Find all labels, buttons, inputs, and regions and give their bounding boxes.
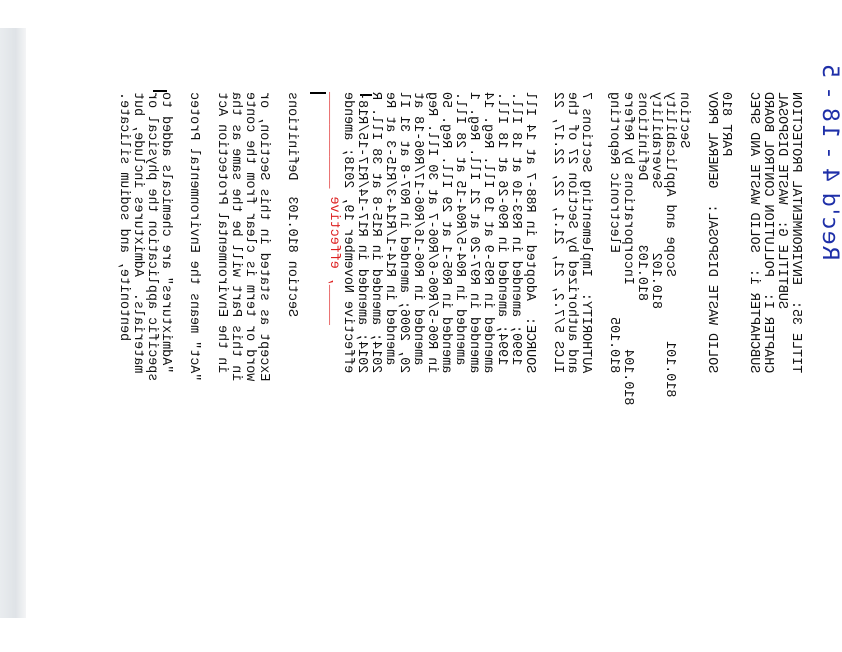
- toc-row: 810.101 Scope and Applicability: [662, 92, 677, 398]
- intro-line: word or term is clear from the conte: [242, 92, 257, 382]
- admixtures-line: bentonite, and sodium silicate.: [116, 92, 131, 342]
- toc-row: 810.105 Electronic Reporting: [606, 92, 621, 374]
- intro-line: Except as stated in this Section, or: [256, 92, 271, 382]
- source-line: effective November 19, 2018; amende: [340, 92, 355, 374]
- admixtures-line: materials. Admixtures include, but: [130, 92, 145, 374]
- subchapter-line: SUBCHAPTER i: SOLID WASTE AND SPEC: [746, 92, 761, 374]
- scanner-edge-strip: [0, 28, 26, 618]
- source-line: 1994; amended in R90-26 at 18 Ill.: [494, 92, 509, 366]
- handwritten-received-note: Rec'd 4 - 18 - 5: [817, 62, 842, 261]
- source-line: amended in R14-1/R14-3/R15-3 at Re: [382, 92, 397, 366]
- intro-line: in the Environmental Protection Act: [214, 92, 229, 374]
- source-line: 20, 2006; amended in R07-8 at 31 Il: [396, 92, 411, 374]
- authority-line: AUTHORITY: Implementing Sections 7: [578, 92, 593, 374]
- chapter-line: CHAPTER I: POLLUTION CONTROL BOARD: [760, 92, 775, 374]
- act-definition: "Act" means the Environmental Protec: [186, 92, 201, 382]
- source-line: amended in R06-16/R06-17/R06-18 at: [410, 92, 425, 366]
- authority-line: ILCS 5/7.2, 21, 21.1, 22, 22.17, 22: [550, 92, 565, 374]
- title-line: TITLE 35: ENVIRONMENTAL PROTECTION: [788, 92, 803, 374]
- toc-row: 810.103 Definitions: [634, 92, 649, 301]
- section-heading: Section 810.103 Definitions: [284, 92, 299, 317]
- source-line: amended in R95-9 at 19 Ill. Reg. 14: [480, 92, 495, 374]
- source-line: in R06-5/R06-6/R06-7 at 30 Ill. Reg: [424, 92, 439, 374]
- part-title: SOLID WASTE DISPOSAL: GENERAL PROV: [704, 92, 719, 374]
- subtitle-line: SUBTITLE G: WASTE DISPOSAL: [774, 92, 789, 309]
- source-line: SOURCE: Adopted in R88-7 at 14 Ill: [522, 92, 537, 374]
- admixtures-line: specific application the physical or: [144, 92, 159, 382]
- source-line-amendment: _____, effective ____________: [326, 92, 341, 326]
- source-line: amended in R05-1 at 29 Ill. Reg. 50: [438, 92, 453, 374]
- toc-row: 810.102 Severability: [648, 92, 663, 309]
- source-line: amended in R97-20 at 21 Ill. Reg. 1: [466, 92, 481, 374]
- toc-header: Section: [676, 92, 691, 149]
- toc-row: 810.104 Incorporations by Refere: [620, 92, 635, 406]
- authority-line: and authorized by Section 27 of the: [564, 92, 579, 374]
- source-line: 2014; amended in R17-14/R17-15/R18-: [354, 92, 369, 374]
- part-number: PART 810: [718, 92, 733, 157]
- source-line: amended in R04-5/R04-15 at 28 Ill.: [452, 92, 467, 366]
- source-line: 2014; amended in R15-8 at 38 Ill. R: [368, 92, 383, 374]
- admixtures-line: "Admixtures" are chemicals added to: [158, 92, 173, 374]
- source-line: 1990; amended in R93-10 at 18 Ill.: [508, 92, 523, 366]
- rotated-document: [82, 62, 842, 652]
- intro-line: in this Part will be the same as tha: [228, 92, 243, 382]
